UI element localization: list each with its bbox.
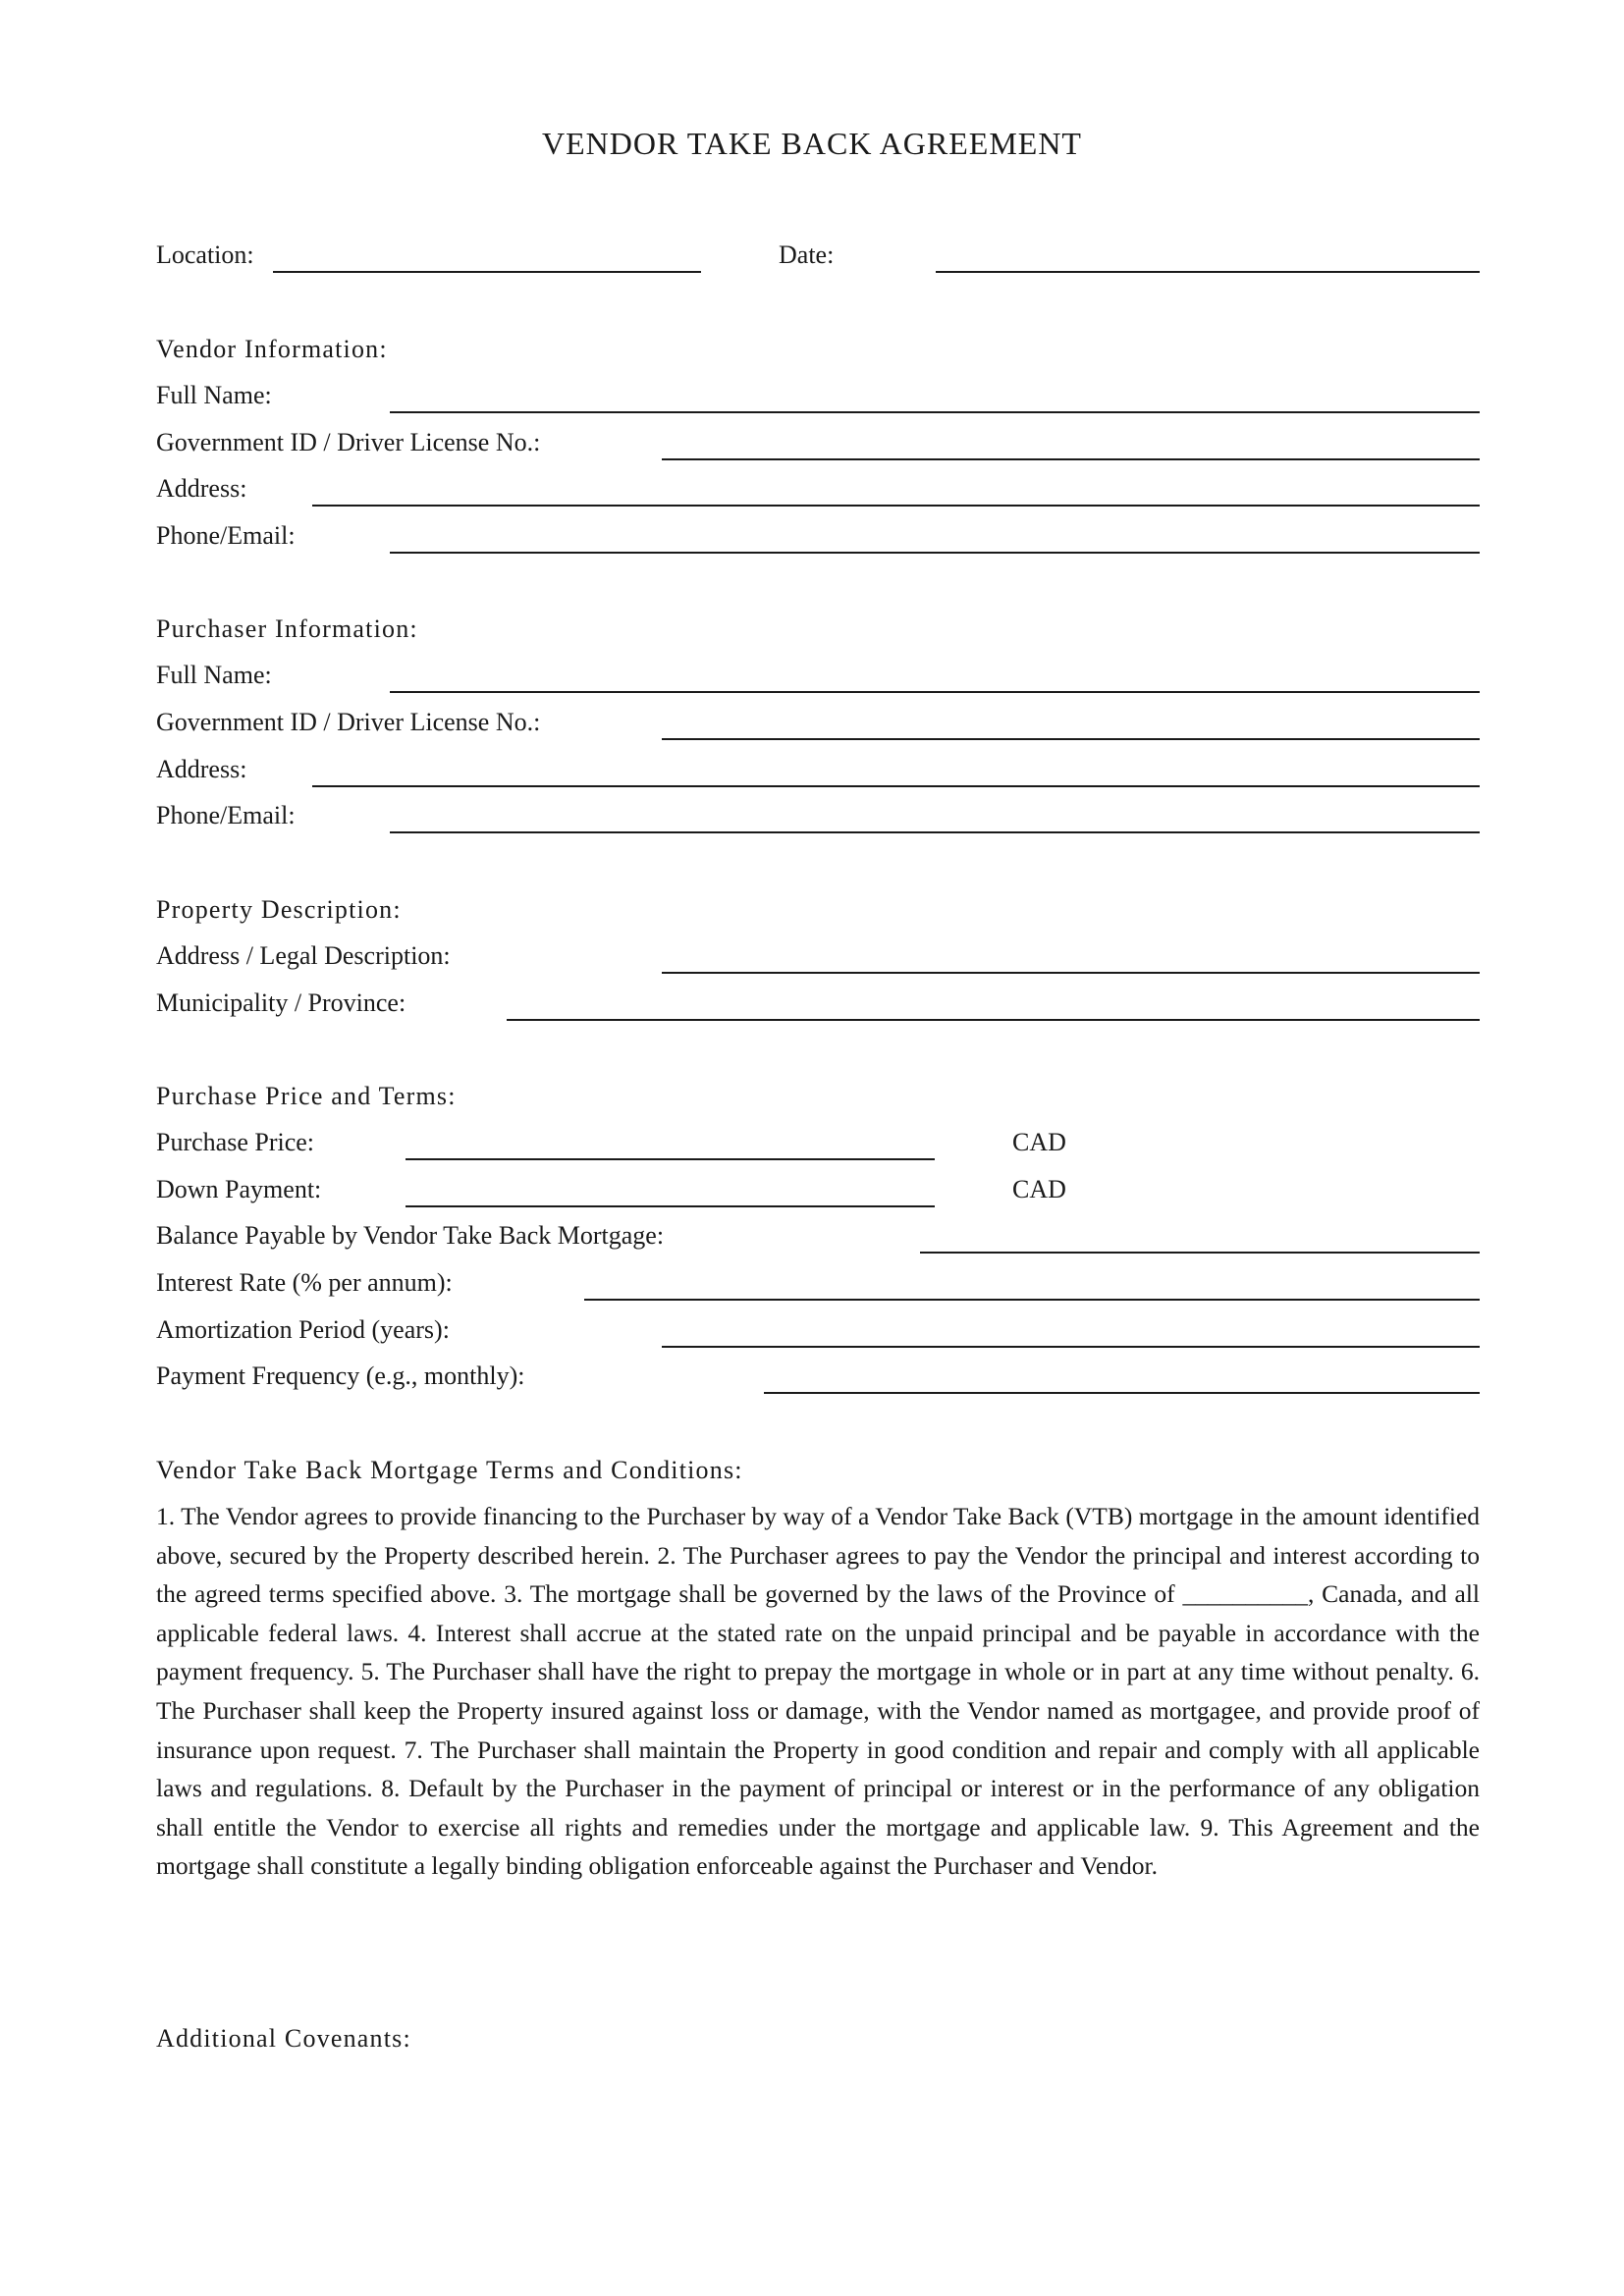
purchaser-phone-email-label: Phone/Email: xyxy=(156,801,296,829)
purchaser-address-field[interactable] xyxy=(312,785,1480,787)
purchaser-gov-id-field[interactable] xyxy=(662,738,1480,740)
purchase-price-currency: CAD xyxy=(1012,1128,1066,1156)
interest-rate-label: Interest Rate (% per annum): xyxy=(156,1268,453,1297)
vendor-address-field[interactable] xyxy=(312,505,1480,507)
interest-rate-field[interactable] xyxy=(584,1299,1480,1301)
property-municipality-label: Municipality / Province: xyxy=(156,988,406,1017)
purchase-price-label: Purchase Price: xyxy=(156,1128,315,1156)
document-title: VENDOR TAKE BACK AGREEMENT xyxy=(542,126,1082,161)
vendor-gov-id-label: Government ID / Driver License No.: xyxy=(156,428,541,456)
purchaser-gov-id-label: Government ID / Driver License No.: xyxy=(156,708,541,736)
vendor-phone-email-label: Phone/Email: xyxy=(156,521,296,550)
balance-vtb-label: Balance Payable by Vendor Take Back Mortgage: xyxy=(156,1221,665,1250)
down-payment-label: Down Payment: xyxy=(156,1175,322,1203)
terms-paragraph: 1. The Vendor agrees to provide financing to the Purchaser by way of a Vendor Take Back (VTB) mortgage in the amount identified above, secured by the Property described herein. 2. The Purchaser agrees to pay the Vendor the principal and interest according to the agreed terms specified above. 3. The mortgage shall be governed by the laws of the Province of __________, Canada, and all applicable federal laws. 4. Interest shall accrue at the stated rate on the unpaid principal and be payable in accordance with the payment frequency. 5. The Purchaser shall have the right to prepay the mortgage in whole or in part at any time without penalty. 6. The Purchaser shall keep the Property insured against loss or damage, with the Vendor named as mortgagee, and provide proof of insurance upon request. 7. The Purchaser shall maintain the Property in good condition and repair and comply with all applicable laws and regulations. 8. Default by the Purchaser in the payment of principal or interest or in the performance of any obligation shall entitle the Vendor to exercise all rights and remedies under the mortgage and applicable law. 9. This Agreement and the mortgage shall constitute a legally binding obligation enforceable against the Purchaser and Vendor. xyxy=(156,1502,1480,1881)
purchaser-section-heading: Purchaser Information: xyxy=(156,614,418,643)
purchaser-full-name-label: Full Name: xyxy=(156,661,272,689)
balance-vtb-field[interactable] xyxy=(920,1252,1480,1254)
down-payment-field[interactable] xyxy=(406,1205,935,1207)
vendor-address-label: Address: xyxy=(156,474,247,503)
amortization-period-field[interactable] xyxy=(662,1346,1480,1348)
property-address-legal-label: Address / Legal Description: xyxy=(156,941,451,970)
property-section-heading: Property Description: xyxy=(156,895,402,924)
vendor-phone-email-field[interactable] xyxy=(390,552,1480,554)
down-payment-currency: CAD xyxy=(1012,1175,1066,1203)
covenants-section-heading: Additional Covenants: xyxy=(156,2024,411,2053)
location-field[interactable] xyxy=(273,271,701,273)
date-label: Date: xyxy=(779,240,835,269)
vendor-full-name-field[interactable] xyxy=(390,411,1480,413)
location-label: Location: xyxy=(156,240,254,269)
property-municipality-field[interactable] xyxy=(507,1019,1480,1021)
vendor-gov-id-field[interactable] xyxy=(662,458,1480,460)
purchaser-address-label: Address: xyxy=(156,755,247,783)
terms-section-heading: Vendor Take Back Mortgage Terms and Conditions: xyxy=(156,1456,743,1484)
payment-frequency-field[interactable] xyxy=(764,1392,1480,1394)
property-address-legal-field[interactable] xyxy=(662,972,1480,974)
purchaser-full-name-field[interactable] xyxy=(390,691,1480,693)
date-field[interactable] xyxy=(936,271,1480,273)
payment-frequency-label: Payment Frequency (e.g., monthly): xyxy=(156,1362,525,1390)
purchase-price-field[interactable] xyxy=(406,1158,935,1160)
price-terms-section-heading: Purchase Price and Terms: xyxy=(156,1082,457,1110)
vendor-section-heading: Vendor Information: xyxy=(156,335,388,363)
amortization-period-label: Amortization Period (years): xyxy=(156,1315,450,1344)
vendor-full-name-label: Full Name: xyxy=(156,381,272,409)
purchaser-phone-email-field[interactable] xyxy=(390,831,1480,833)
